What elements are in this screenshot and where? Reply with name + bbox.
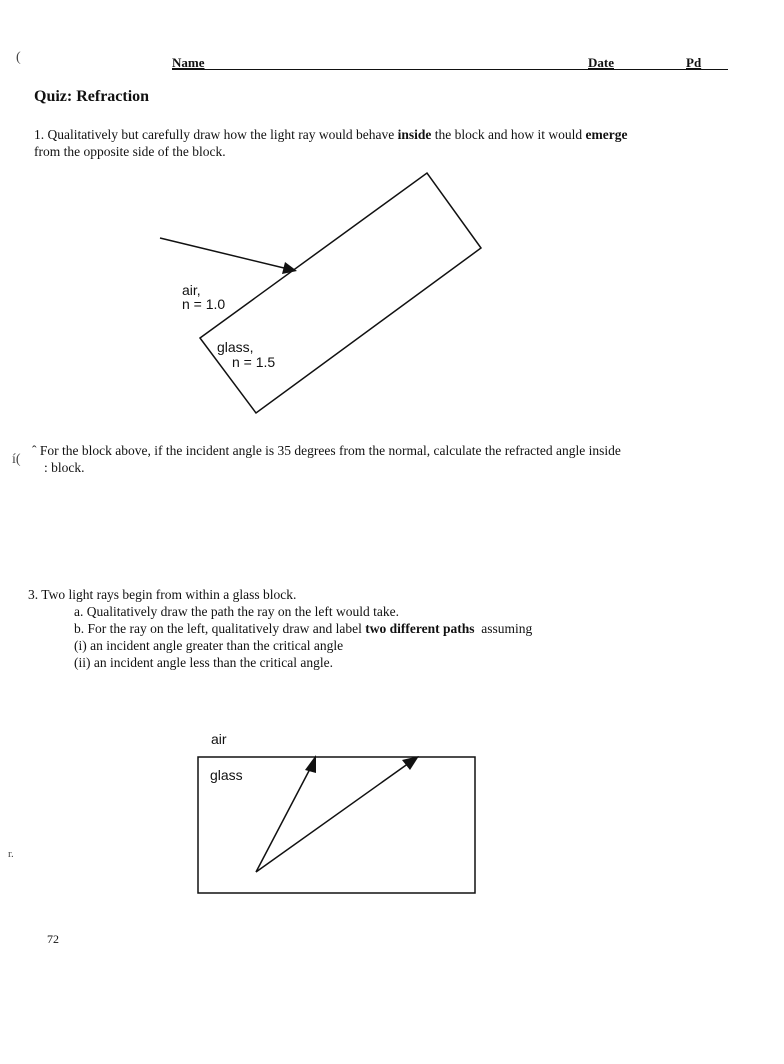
question-3-bold-two-paths: two different paths [365, 621, 475, 636]
question-1-bold-emerge: emerge [585, 127, 628, 142]
scan-mark-top: ( [16, 50, 21, 65]
left-ray [256, 767, 311, 872]
glass-index-label: n = 1.5 [232, 354, 276, 370]
air-label-2: air [211, 731, 227, 747]
glass-block-2 [198, 757, 475, 893]
question-3-case-i: (i) an incident angle greater than the critical angle [74, 638, 344, 653]
scan-mark-low: r. [8, 848, 14, 860]
question-2-number: ˆ [32, 443, 37, 458]
question-3-part-a: a. Qualitatively draw the path the ray on the left would take. [74, 604, 400, 619]
scan-mark-mid: í( [12, 452, 21, 467]
question-1-text-a: Qualitatively but carefully draw how the light ray would behave [47, 127, 398, 142]
air-index-label: n = 1.0 [182, 296, 226, 312]
page-number: 72 [47, 932, 59, 946]
glass-label-1: glass, [217, 339, 254, 355]
name-label: Name [172, 55, 205, 70]
question-3-text: Two light rays begin from within a glass block. [41, 587, 297, 602]
air-label-1: air, [182, 282, 201, 298]
question-1-text-b: the block and how it would [431, 127, 586, 142]
question-1-number: 1. [34, 127, 45, 142]
quiz-title: Quiz: Refraction [34, 88, 150, 105]
right-ray-arrowhead [402, 756, 419, 770]
question-3-part-b-text: b. For the ray on the left, qualitatively draw and label [74, 621, 366, 636]
question-3-part-b-assuming: assuming [481, 621, 533, 636]
question-2-line-2: : block. [44, 460, 85, 475]
question-2-text: For the block above, if the incident angle is 35 degrees from the normal, calculate the refracted angle inside [39, 443, 621, 458]
period-label: Pd [686, 55, 702, 70]
date-label: Date [588, 55, 614, 70]
question-1-bold-inside: inside [397, 127, 432, 142]
glass-label-2: glass [210, 767, 243, 783]
question-3-case-ii: (ii) an incident angle less than the critical angle. [74, 655, 334, 670]
question-3-number: 3. [28, 587, 39, 602]
right-ray [256, 763, 409, 872]
question-1-line-2: from the opposite side of the block. [34, 144, 226, 159]
